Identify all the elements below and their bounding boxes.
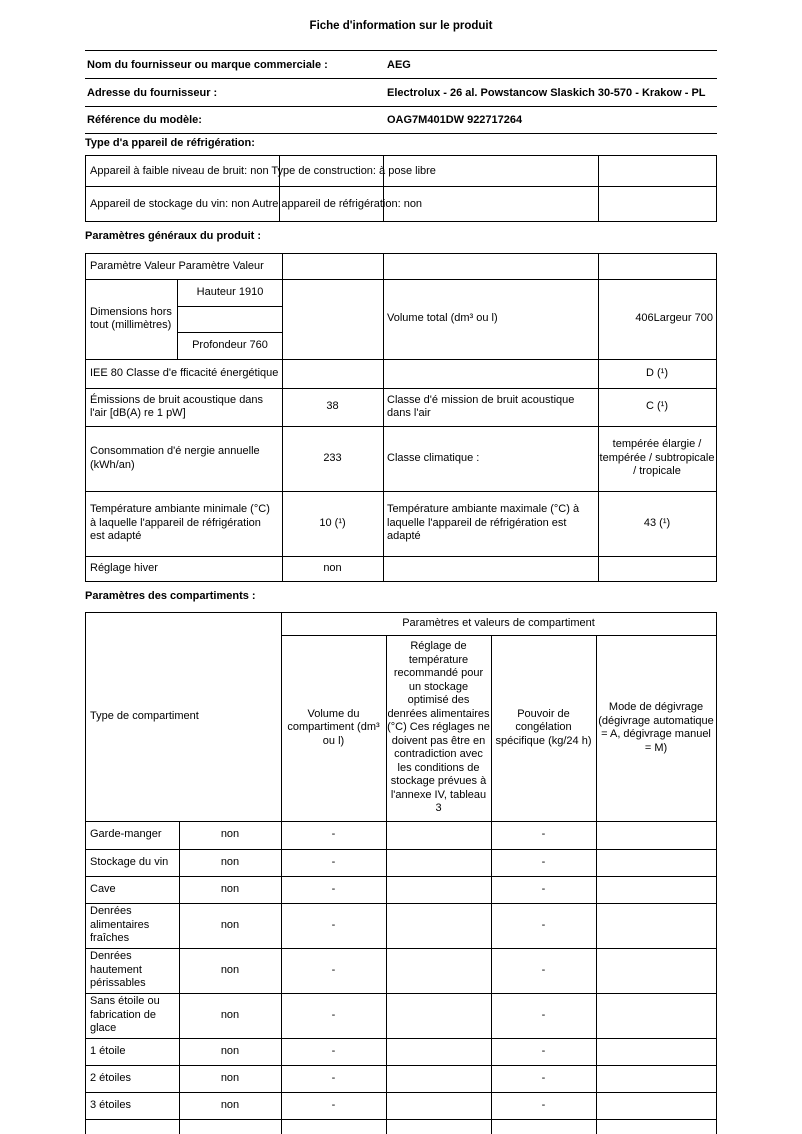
temp-min-label: Température ambiante minimale (°C) à laquelle l'appareil de réfrigération est adapté <box>90 503 270 543</box>
compartment-freezing: - <box>541 1044 546 1057</box>
volume-total-label: Volume total (dm³ ou l) <box>387 312 498 325</box>
type-table-row-1: Appareil à faible niveau de bruit: non Type de construction: à pose libre <box>90 165 436 177</box>
param-header-row: Paramètre Valeur Paramètre Valeur <box>90 259 264 272</box>
compartment-freezing: - <box>541 963 546 976</box>
compartment-name: 2 étoiles <box>90 1071 131 1084</box>
model-reference-row <box>85 106 717 133</box>
compartment-present: non <box>220 828 240 841</box>
type-column-header: Type de compartiment <box>90 710 199 723</box>
type-table-row-2: Appareil de stockage du vin: non Autre appareil de réfrigération: non <box>90 198 423 210</box>
compartment-volume: - <box>331 918 336 931</box>
noise-class-label: Classe d'é mission de bruit acoustique dans l'air <box>387 393 575 419</box>
type-section-heading: Type d'a ppareil de réfrigération: <box>85 137 255 149</box>
compartment-name: Cave <box>90 882 116 895</box>
energy-consumption-value: 233 <box>323 451 342 464</box>
supplier-address-value: Electrolux - 26 al. Powstancow Slaskich 30-570 - Krakow - PL <box>387 86 706 99</box>
defrost-column-header: Mode de dégivrage (dégivrage automatique = A, dégivrage manuel = M) <box>598 701 714 754</box>
compartment-volume: - <box>331 855 336 868</box>
temperature-column-header: Réglage de température recommandé pour un stockage optimisé des denrées alimentaires (°C) Ces réglages ne doivent pas être en contradiction avec les conditions de stockage prévues à l'annexe IV, tableau 3 <box>387 640 490 815</box>
compartment-present: non <box>220 1071 240 1084</box>
compartment-name: Denrées hautement périssables <box>90 950 146 990</box>
volume-column-header: Volume du compartiment (dm³ ou l) <box>287 707 380 747</box>
general-section-heading: Paramètres généraux du produit : <box>85 230 262 242</box>
freezing-column-header: Pouvoir de congélation spécifique (kg/24 h) <box>495 707 592 747</box>
compartment-name: Garde-manger <box>90 828 162 841</box>
compartments-section-heading: Paramètres des compartiments : <box>85 590 256 602</box>
supplier-info-table <box>85 50 717 134</box>
dimensions-profondeur: Profondeur 760 <box>192 338 268 351</box>
compartment-name: Stockage du vin <box>90 855 169 868</box>
energy-class-value: D (¹) <box>646 366 668 379</box>
temp-min-value: 10 (¹) <box>319 516 346 529</box>
compartment-present: non <box>220 1098 240 1111</box>
compartment-present: non <box>220 882 240 895</box>
compartment-name: 1 étoile <box>90 1044 126 1057</box>
compartment-volume: - <box>331 1044 336 1057</box>
compartment-name: Sans étoile ou fabrication de glace <box>90 995 160 1035</box>
compartment-volume: - <box>331 1008 336 1021</box>
compartment-present: non <box>220 963 240 976</box>
climate-class-label: Classe climatique : <box>387 451 480 464</box>
energy-consumption-label: Consommation d'é nergie annuelle (kWh/an) <box>90 445 260 471</box>
compartment-freezing: - <box>541 1098 546 1111</box>
climate-class-value: tempérée élargie / tempérée / subtropicale / tropicale <box>599 438 715 478</box>
compartment-present: non <box>220 855 240 868</box>
grid-line <box>598 156 599 221</box>
winter-setting-label: Réglage hiver <box>90 561 158 574</box>
winter-setting-value: non <box>323 561 342 574</box>
supplier-name-value: AEG <box>387 58 411 71</box>
compartment-volume: - <box>331 882 336 895</box>
noise-emission-label: Émissions de bruit acoustique dans l'air [dB(A) re 1 pW] <box>90 393 264 419</box>
compartment-name: Denrées alimentaires fraîches <box>90 905 150 945</box>
general-table <box>85 253 717 582</box>
page-title: Fiche d'information sur le produit <box>309 20 493 32</box>
compartment-freezing: - <box>541 828 546 841</box>
model-reference-value: OAG7M401DW 922717264 <box>387 114 523 126</box>
compartment-freezing: - <box>541 855 546 868</box>
compartment-volume: - <box>331 828 336 841</box>
dimensions-label: Dimensions hors tout (millimètres) <box>90 305 172 331</box>
compartment-present: non <box>220 1008 240 1021</box>
compartment-freezing: - <box>541 918 546 931</box>
energy-class-label: IEE 80 Classe d'e fficacité énergétique <box>90 366 279 379</box>
grid-line <box>177 306 283 307</box>
temp-max-value: 43 (¹) <box>643 516 671 529</box>
compartment-volume: - <box>331 963 336 976</box>
compartment-name: 3 étoiles <box>90 1098 131 1111</box>
compartment-volume: - <box>331 1071 336 1084</box>
compartment-present: non <box>220 918 240 931</box>
dimensions-hauteur: Hauteur 1910 <box>196 285 264 298</box>
compartment-volume: - <box>331 1098 336 1111</box>
compartment-freezing: - <box>541 1071 546 1084</box>
compartment-freezing: - <box>541 882 546 895</box>
noise-emission-value: 38 <box>326 400 339 413</box>
compartments-group-header: Paramètres et valeurs de compartiment <box>402 617 595 630</box>
compartments-table <box>85 612 717 1134</box>
model-reference-label: Référence du modèle: <box>87 114 202 126</box>
row-divider <box>86 1119 716 1120</box>
grid-line <box>383 254 384 581</box>
supplier-name-row <box>85 50 717 78</box>
type-table <box>85 155 717 222</box>
supplier-address-label: Adresse du fournisseur : <box>87 86 218 99</box>
compartment-present: non <box>220 1044 240 1057</box>
supplier-address-row <box>85 78 717 106</box>
supplier-name-label: Nom du fournisseur ou marque commerciale : <box>87 58 328 71</box>
grid-line <box>86 186 716 187</box>
temp-max-label: Température ambiante maximale (°C) à laquelle l'appareil de réfrigération est adapté <box>387 503 580 543</box>
noise-class-value: C (¹) <box>646 400 668 413</box>
compartment-freezing: - <box>541 1008 546 1021</box>
volume-total-value: 406Largeur 700 <box>635 312 713 325</box>
